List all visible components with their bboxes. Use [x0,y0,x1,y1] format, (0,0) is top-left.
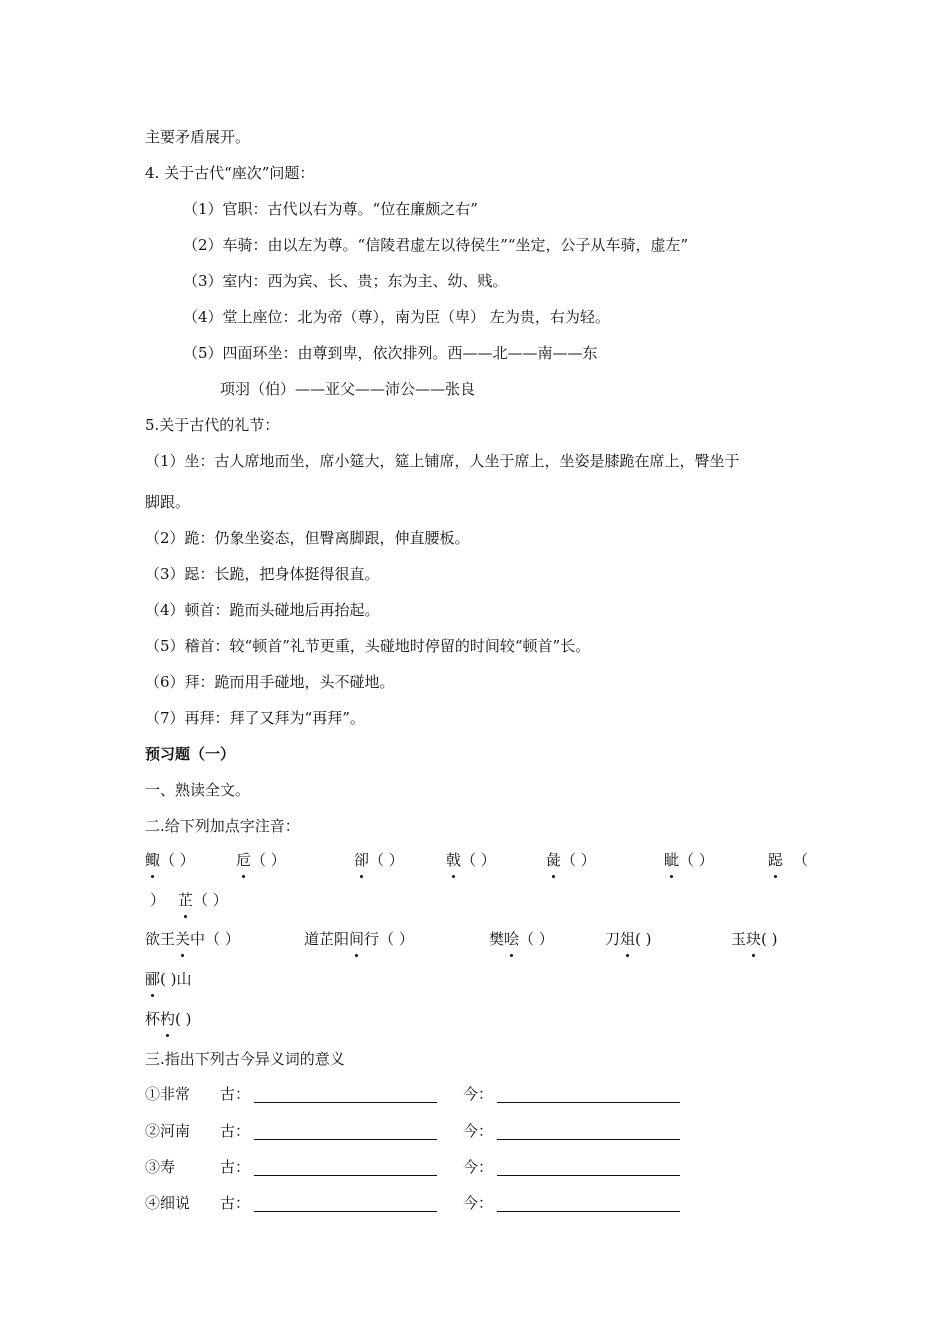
seating-item-4: （4）堂上座位：北为帝（尊），南为臣（卑） 左为贵，右为轻。 [183,308,610,326]
jin-answer-line[interactable] [497,1211,680,1212]
gu-answer-line[interactable] [254,1139,437,1140]
seating-item-1: （1）官职：古代以右为尊。“位在廉颇之右” [183,200,478,218]
pinyin-phrase-5: 玉玦( ) [731,930,778,948]
pinyin-phrase-2: 道芷阳间行（ ） [304,930,414,948]
jin-label: 今： [463,1158,494,1176]
blank-paren[interactable]: ( ) [761,930,778,948]
jin-answer-line[interactable] [497,1175,680,1176]
seating-item-2: （2）车骑：由以左为尊。“信陵君虚左以待侯生”“坐定，公子从车骑，虚左” [183,236,689,254]
gu-label: 古： [220,1122,251,1140]
dotted-char: 俎 [620,930,636,948]
exercise-title: 预习题（一） [145,745,236,763]
dotted-char: 鲰 [145,851,161,869]
jin-label: 今： [463,1085,494,1103]
etiquette-item-2: （2）跪：仍象坐姿态，但臀离脚跟，伸直腰板。 [145,529,470,547]
blank-paren[interactable]: （ ） [193,891,228,909]
dotted-char: 郦 [145,970,161,988]
blank-paren[interactable]: （ ） [369,851,404,869]
dotted-char: 哙 [504,930,520,948]
pinyin-item-7-close: ） [150,891,166,909]
pinyin-phrase-4: 刀俎( ) [605,930,652,948]
dotted-char: 跽 [768,851,784,869]
blank-paren[interactable]: （ ） [519,930,554,948]
seating-item-5-order: 项羽（伯）——亚父——沛公——张良 [220,380,476,398]
gu-answer-line[interactable] [254,1102,437,1103]
gu-answer-line[interactable] [254,1175,437,1176]
blank-paren[interactable]: （ ） [679,851,714,869]
dotted-char: 芷 [178,891,194,909]
blank-paren-open[interactable]: （ [793,851,809,869]
gu-label: 古： [220,1194,251,1212]
gu-label: 古： [220,1085,251,1103]
seating-heading: 4. 关于古代“座次”问题： [145,164,315,182]
jin-answer-line[interactable] [497,1102,680,1103]
dotted-char: 关 [175,930,191,948]
gu-label: 古： [220,1158,251,1176]
etiquette-item-3: （3）跽：长跪，把身体挺得很直。 [145,565,380,583]
pinyin-item-3 [354,850,404,870]
pinyin-item-4 [446,850,496,870]
dotted-char: 杓 [160,1010,176,1028]
pinyin-item-2 [236,850,286,870]
pinyin-phrase-3: 樊哙（ ） [489,930,554,948]
jin-label: 今： [463,1194,494,1212]
dotted-char: 眦 [664,851,680,869]
question-2: 二.给下列加点字注音： [145,817,300,835]
etiquette-item-4: （4）顿首：跪而头碰地后再抬起。 [145,601,380,619]
etiquette-item-1: （1）坐：古人席地而坐，席小筵大，筵上铺席，人坐于席上，坐姿是膝跪在席上，臀坐于 [145,452,740,470]
pinyin-phrase-6: 郦( )山 [145,970,192,988]
etiquette-item-7: （7）再拜：拜了又拜为“再拜”。 [145,709,365,727]
pinyin-item-7 [768,850,808,870]
blank-paren[interactable]: （ ） [160,851,195,869]
word-label: ①非常 [145,1085,191,1103]
etiquette-item-1-cont: 脚跟。 [145,493,191,511]
word-label: ④细说 [145,1194,191,1212]
pinyin-item-1 [145,850,195,870]
jin-answer-line[interactable] [497,1139,680,1140]
pinyin-item-5 [546,850,596,870]
etiquette-item-6: （6）拜：跪而用手碰地，头不碰地。 [145,673,395,691]
dotted-char: 卮 [236,851,252,869]
blank-paren[interactable]: （ ） [251,851,286,869]
intro-tail: 主要矛盾展开。 [145,128,251,146]
dotted-char: 间 [349,930,365,948]
jin-label: 今： [463,1122,494,1140]
word-label: ③寿 [145,1158,176,1176]
seating-item-5: （5）四面环坐：由尊到卑，依次排列。西——北——南——东 [183,344,598,362]
dotted-char: 戟 [446,851,462,869]
dotted-char: 玦 [746,930,762,948]
pinyin-item-8 [178,890,228,910]
question-1: 一、熟读全文。 [145,781,251,799]
pinyin-phrase-1: 欲王关中（ ） [145,930,240,948]
pinyin-item-6 [664,850,714,870]
dotted-char: 彘 [546,851,562,869]
pinyin-phrase-7: 杯杓( ) [145,1010,192,1028]
dotted-char: 卻 [354,851,370,869]
blank-paren[interactable]: （ ） [379,930,414,948]
question-3: 三.指出下列古今异义词的意义 [145,1050,345,1068]
blank-paren[interactable]: ( ) [160,970,177,988]
etiquette-item-5: （5）稽首：较“顿首”礼节更重，头碰地时停留的时间较“顿首”长。 [145,637,591,655]
blank-paren[interactable]: （ ） [561,851,596,869]
blank-paren[interactable]: （ ） [205,930,240,948]
word-label: ②河南 [145,1122,191,1140]
etiquette-heading: 5.关于古代的礼节： [145,416,280,434]
seating-item-3: （3）室内：西为宾、长、贵；东为主、幼、贱。 [183,272,508,290]
blank-paren[interactable]: ( ) [635,930,652,948]
blank-paren[interactable]: （ ） [461,851,496,869]
blank-paren[interactable]: ( ) [175,1010,192,1028]
gu-answer-line[interactable] [254,1211,437,1212]
